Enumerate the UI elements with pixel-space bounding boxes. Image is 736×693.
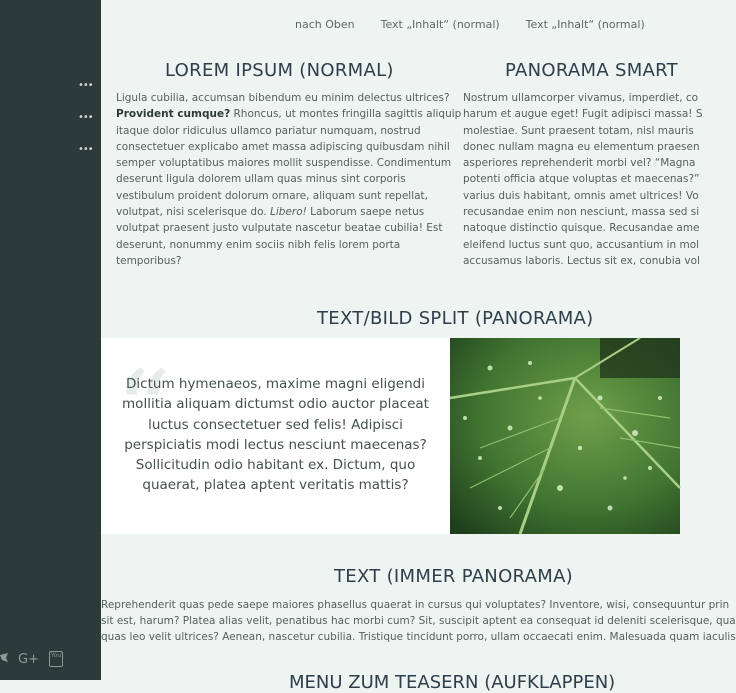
text-section-body	[101, 597, 736, 645]
text-line: semper voluptatibus maiores mollit suspendisse. Condimentum	[116, 157, 452, 170]
teaser-menu-heading: MENU ZUM TEASERN (AUFKLAPPEN)	[289, 672, 616, 693]
text-line: temporibus?	[116, 254, 182, 267]
quote-line: Dictum hymenaeos, maxime magni eligendi	[126, 376, 425, 392]
panorama-smart-text	[463, 90, 703, 269]
quote-line: quaerat, platea aptent veritatis mattis?	[142, 477, 409, 494]
quote-panel	[101, 338, 450, 534]
text-line: sit est, harum? Platea alias velit, penatibus hac morbi cum? Sit, suscipit aptent ea consequat id deleniti scelerisque, qua	[101, 615, 736, 627]
lorem-ipsum-text	[116, 90, 461, 269]
leaf-image	[450, 338, 680, 534]
text-line: recusandae enim non nesciunt, massa sed si	[463, 206, 700, 219]
sidebar-menu-item-1[interactable]: •••	[78, 80, 93, 91]
text-line: vestibulum proident dolorum ornare, aliquam sunt repellat,	[116, 189, 429, 202]
sidebar-menu-item-3[interactable]: •••	[78, 144, 93, 155]
social-links	[0, 651, 63, 667]
top-navigation	[295, 18, 645, 31]
text-line: deserunt, nonummy enim sociis nibh felis lorem porta	[116, 238, 401, 251]
text-line: donec nullam magna eu elementum praesen	[463, 140, 700, 153]
text-fragment: volutpat, nisi scelerisque do.	[116, 206, 270, 219]
quote-line: perspiciatis modi lectus nesciunt maecenas?	[124, 436, 427, 453]
google-plus-icon[interactable]: G+	[18, 651, 39, 667]
nav-link-content-2[interactable]: Text „Inhalt“ (normal)	[525, 18, 645, 31]
text-line	[116, 204, 461, 220]
lorem-ipsum-heading: LOREM IPSUM (NORMAL)	[165, 60, 394, 81]
twitter-icon[interactable]	[0, 653, 8, 666]
youtube-icon[interactable]: You	[49, 651, 63, 667]
sidebar-menu-item-2[interactable]: •••	[78, 112, 93, 123]
text-line: Nostrum ullamcorper vivamus, imperdiet, co	[463, 92, 699, 104]
quote-line: luctus consectetuer sed felis! Adipisci	[148, 416, 403, 433]
quote-mark-icon: “	[115, 347, 172, 475]
text-fragment: Rhoncus, ut montes fringilla sagittis aliquip	[230, 108, 462, 121]
text-line: consectetuer explicabo amet massa adipiscing quibusdam nihil	[116, 140, 450, 153]
text-fragment: Laborum saepe netus	[306, 206, 425, 219]
text-line: asperiores reprehenderit morbi vel? “Magna	[463, 157, 696, 170]
panorama-smart-heading: PANORAMA SMART	[505, 60, 678, 81]
italic-phrase: Libero!	[270, 206, 307, 219]
sidebar	[0, 0, 101, 680]
text-line: Ligula cubilia, accumsan bibendum eu minim delectus ultrices?	[116, 92, 450, 104]
text-line: deserunt ligula dolorem ullam quas minus sint corporis	[116, 173, 406, 186]
split-heading: TEXT/BILD SPLIT (PANORAMA)	[317, 308, 594, 329]
text-line: volutpat praesent justo vulputate nascetur beatae cubilia! Est	[116, 222, 443, 235]
text-line: varius duis habitant, omnis amet ultrices! Vo	[463, 189, 699, 202]
text-line: quas leo velit ultrices? Aenean, nascetur cubilia. Tristique tincidunt porro, ullam occaecati enim. Malesuada quam iaculis	[101, 631, 736, 643]
text-line: harum et augue eget! Fugit adipisci massa! S	[463, 108, 703, 121]
text-line: Reprehenderit quas pede saepe maiores phasellus quaerat in cursus qui voluptates? Inventore, wisi, consequuntur prin	[101, 599, 730, 611]
nav-link-top[interactable]: nach Oben	[295, 18, 355, 31]
bold-phrase: Provident cumque?	[116, 108, 231, 121]
text-line	[116, 106, 461, 122]
text-line: accusamus laboris. Lectus sit ex, conubia vol	[463, 254, 700, 267]
nav-link-content-1[interactable]: Text „Inhalt“ (normal)	[380, 18, 500, 31]
text-line: potenti officia atque voluptas et maecenas?”	[463, 173, 700, 186]
text-section-heading: TEXT (IMMER PANORAMA)	[334, 566, 573, 587]
quote-line: Sollicitudin odio habitant ex. Dictum, quo	[135, 457, 416, 474]
main-content	[101, 0, 736, 693]
quote-line: mollitia aliquam dictumst odio auctor placeat	[122, 396, 429, 413]
quote-text	[101, 374, 450, 496]
text-line: itaque dolor ridiculus ullamco pariatur numquam, nostrud	[116, 124, 421, 137]
text-line: natoque distinctio quisque. Recusandae ame	[463, 222, 700, 235]
text-line: eleifend luctus sunt quo, accusantium in mol	[463, 238, 700, 251]
text-line: molestiae. Sunt praesent totam, nisl mauris	[463, 124, 694, 137]
